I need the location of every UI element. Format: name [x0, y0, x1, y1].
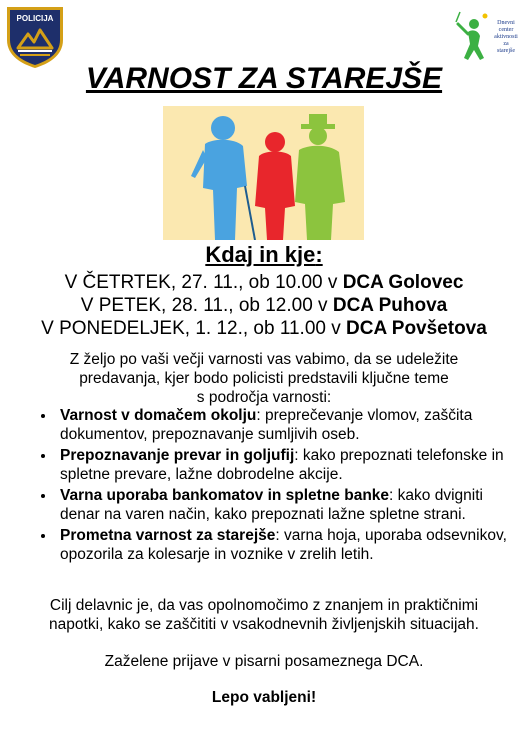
bullet-icon: [41, 494, 45, 498]
elderly-people-icon: [163, 106, 364, 240]
bullet-icon: [41, 454, 45, 458]
schedule-heading: [0, 242, 528, 268]
list-item: [38, 486, 508, 524]
police-logo: [4, 4, 66, 70]
topic-text: : kako dvigniti denar na varen način, kako prepoznati lažne spletne strani.: [60, 487, 483, 523]
topic-text: : preprečevanje vlomov, zaščita dokumentov, prepoznavanje sumljivih oseb.: [60, 407, 473, 443]
bullet-icon: [41, 534, 45, 538]
session-line: [0, 295, 528, 317]
goal-line: Cilj delavnic je, da vas opolnomočimo z znanjem in praktičnimi: [49, 597, 479, 614]
bullet-icon: [41, 414, 45, 418]
dca-logo-line: za: [503, 41, 509, 47]
list-item: [38, 446, 508, 484]
dca-logo-line: starejše: [497, 48, 515, 54]
schedule-heading-text: Kdaj in kje: [205, 242, 316, 267]
session-line: [0, 318, 528, 340]
topic-title: Varnost v domačem okolju: [60, 407, 257, 424]
session-place: DCA Puhova: [332, 295, 448, 316]
topic-title: Prometna varnost za starejše: [60, 527, 276, 544]
list-item: [38, 406, 508, 444]
list-item: [38, 526, 508, 564]
goal-line: napotki, kako se zaščititi v vsakodnevnih življenjskih situacijah.: [49, 616, 479, 633]
page-title: VARNOST ZA STAREJŠE: [85, 62, 443, 95]
topic-title: Varna uporaba bankomatov in spletne banke: [60, 487, 390, 504]
schedule-heading-colon: :: [315, 242, 323, 267]
closing-text: Lepo vabljeni!: [211, 689, 317, 706]
police-logo-text: POLICIJA: [16, 14, 54, 23]
registration-note: Zaželene prijave v pisarni posameznega DCA.: [104, 653, 424, 670]
topic-text: : kako prepoznati telefonske in spletne prevare, lažne dobrodelne akcije.: [60, 447, 504, 483]
topic-text: : varna hoja, uporaba odsevnikov, opozorila za kolesarje in voznike v zrelih letih.: [60, 527, 507, 563]
dca-logo-text: [486, 20, 526, 55]
dca-logo-line: Dnevni: [497, 20, 515, 26]
seniors-illustration: [163, 106, 364, 240]
goal-paragraph: [20, 596, 508, 634]
police-shield-icon: [4, 4, 66, 70]
session-date: V PONEDELJEK, 1. 12., ob 11.00 v: [41, 318, 347, 339]
intro-line: s področja varnosti:: [196, 389, 332, 406]
session-place: DCA Povšetova: [346, 318, 487, 339]
intro-paragraph: [40, 350, 488, 407]
topic-title: Prepoznavanje prevar in goljufij: [60, 447, 295, 464]
intro-line: predavanja, kjer bodo policisti predstavili ključne teme: [79, 370, 449, 387]
session-date: V PETEK, 28. 11., ob 12.00 v: [80, 295, 333, 316]
session-place: DCA Golovec: [342, 272, 464, 293]
session-date: V ČETRTEK, 27. 11., ob 10.00 v: [64, 272, 343, 293]
dca-logo-line: center: [498, 27, 514, 33]
topics-list: [38, 406, 508, 564]
session-line: [0, 272, 528, 294]
dca-logo-line: aktivnosti: [494, 34, 518, 40]
intro-line: Z željo po vaši večji varnosti vas vabimo, da se udeležite: [69, 351, 459, 368]
